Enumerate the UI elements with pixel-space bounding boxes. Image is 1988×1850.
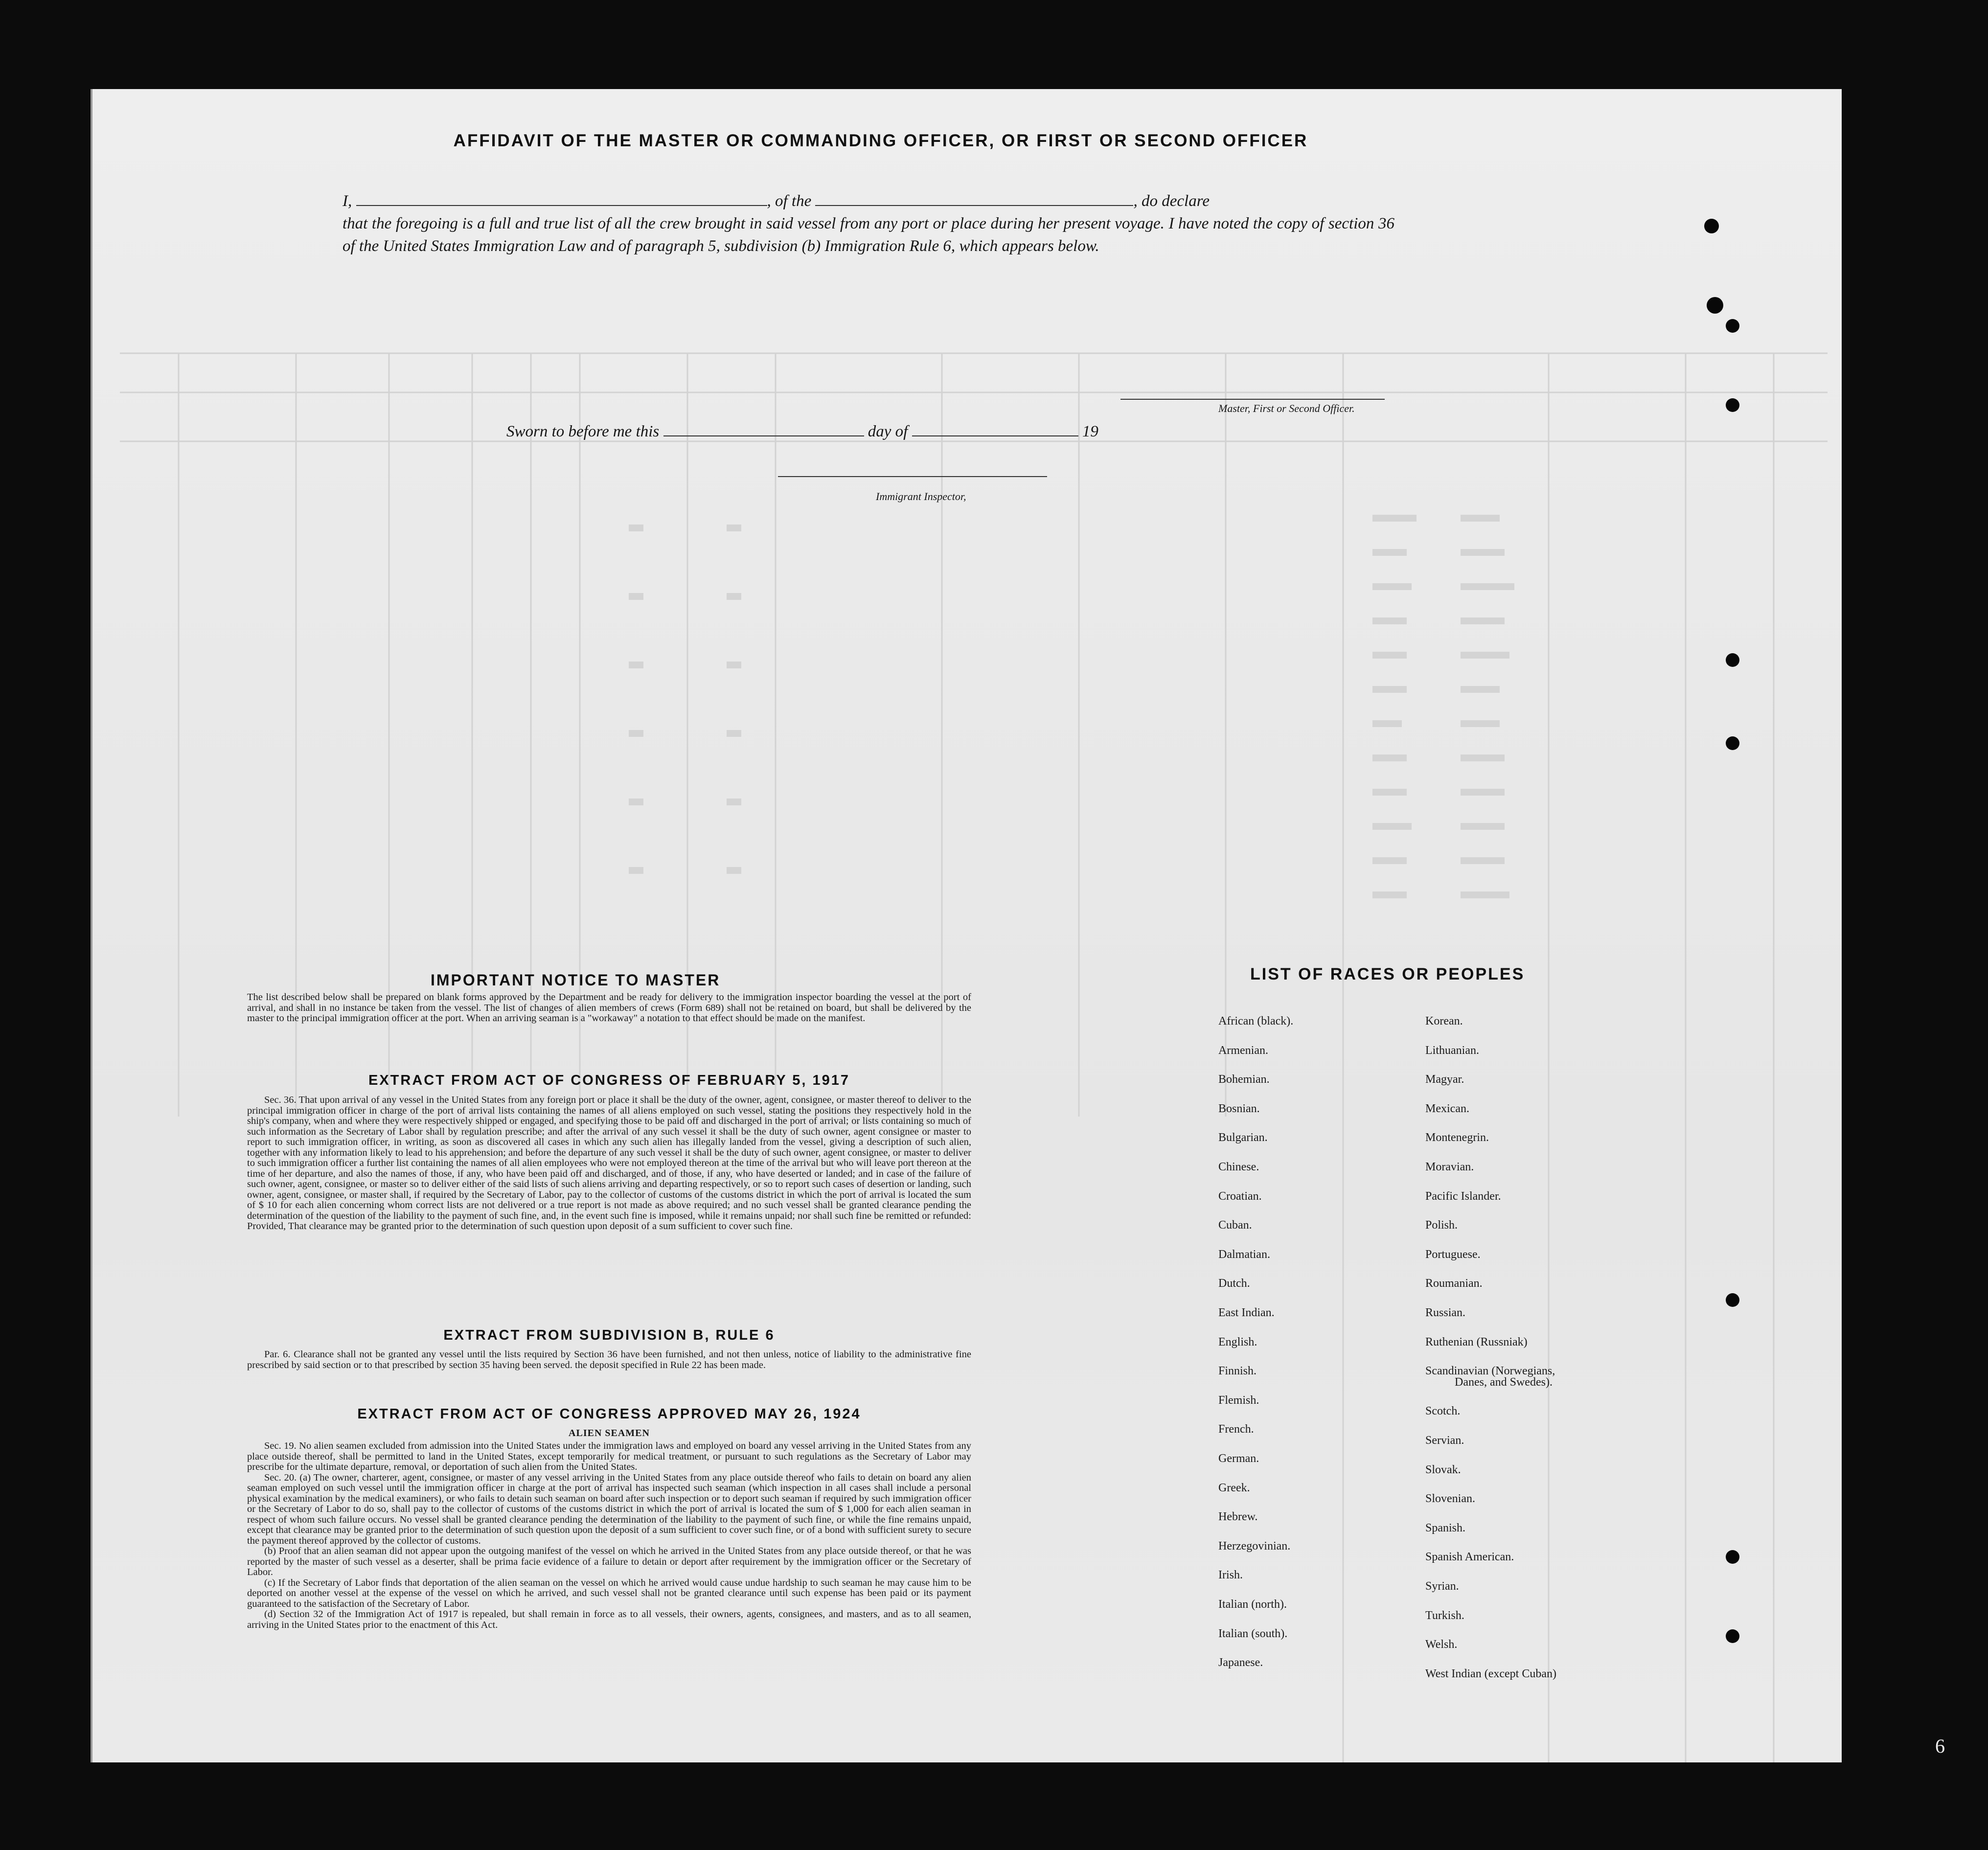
race-item: Spanish American. [1425,1551,1514,1564]
extract-1924-paragraph: (b) Proof that an alien seaman did not appear upon the outgoing manifest of the vessel on which he arrived in the United States from any place outside thereof, or that he was reported by the master of such vessel as a deserter, shall be prima facie evidence of a failure to detain or deport after requirement by the immigration officer or the Secretary of Labor. [247,1546,971,1577]
master-signature-line[interactable] [1120,399,1385,400]
race-item: Russian. [1425,1306,1466,1319]
race-item: Moravian. [1425,1161,1474,1173]
notice-text: The list described below shall be prepared on blank forms approved by the Department and be ready for delivery to the immigration inspector boarding the vessel at the port of arrival, and shall in no instance be taken from the vessel. The list of changes of alien members of crews (Form 689) shall not be retained on board, but shall be delivered by the master to the principal immigration officer at the port. When an arriving seaman is a "workaway" a notation to that effect should be made on the manifest. [247,992,971,1024]
affidavit-title: AFFIDAVIT OF THE MASTER OR COMMANDING OFFICER, OR FIRST OR SECOND OFFICER [453,131,1308,150]
race-item: Dutch. [1218,1277,1250,1290]
extract-1924-subtitle: ALIEN SEAMEN [569,1428,650,1439]
race-item: African (black). [1218,1015,1294,1028]
extract-1924-text [247,1441,971,1630]
day-of-label: day of [868,423,908,440]
notice-title: IMPORTANT NOTICE TO MASTER [431,971,721,989]
race-item: East Indian. [1218,1306,1275,1319]
race-item: Armenian. [1218,1044,1268,1057]
inspector-signature-line[interactable] [778,476,1047,477]
race-item: Dalmatian. [1218,1248,1270,1261]
punch-hole [1726,653,1739,667]
race-item: Bohemian. [1218,1073,1270,1086]
extract-1924-paragraph: (d) Section 32 of the Immigration Act of 1917 is repealed, but shall remain in force as to all vessels, their owners, agents, consignees, and masters, and as to all seamen, arriving in the United States prior to the enactment of this Act. [247,1609,971,1630]
race-item: French. [1218,1423,1254,1436]
race-item: Bulgarian. [1218,1131,1268,1144]
affidavit-i-label: I, [343,192,352,210]
punch-hole [1726,1629,1739,1643]
race-item: Hebrew. [1218,1510,1258,1524]
extract-1924-title: EXTRACT FROM ACT OF CONGRESS APPROVED MAY 26, 1924 [357,1406,861,1422]
race-item: Mexican. [1425,1102,1469,1115]
race-item: English. [1218,1335,1257,1348]
sworn-line [506,422,1098,441]
race-item: Finnish. [1218,1365,1257,1378]
sworn-day-field[interactable] [663,422,864,436]
master-signature-label: Master, First or Second Officer. [1218,402,1355,414]
races-title: LIST OF RACES OR PEOPLES [1250,965,1525,983]
race-item: Servian. [1425,1434,1464,1447]
race-item: Herzegovinian. [1218,1539,1291,1553]
vessel-field[interactable] [815,191,1133,206]
affidavit-body: that the foregoing is a full and true list of all the crew brought in said vessel from any port or place during her present voyage. I have noted the copy of section 36 of the United States Immigration Law and of paragraph 5, subdivision (b) Immigration Rule 6, which appears below. [343,215,1394,255]
race-item: Scotch. [1425,1405,1461,1418]
race-item: Slovenian. [1425,1492,1475,1506]
punch-hole [1726,398,1739,412]
extract-1924-paragraph: (c) If the Secretary of Labor finds that deportation of the alien seaman on the vessel on which he arrived would cause undue hardship to such seaman he may cause him to be deported on another vessel at the expense of the vessel on which he arrived, and such vessel shall not be granted clearance until such expense has been paid or its payment guaranteed to the satisfaction of the Secretary of Labor. [247,1577,971,1609]
extract-1917-title: EXTRACT FROM ACT OF CONGRESS OF FEBRUARY 5, 1917 [368,1073,850,1088]
race-item: Bosnian. [1218,1102,1260,1115]
race-item: Croatian. [1218,1189,1262,1203]
race-item: Italian (north). [1218,1598,1287,1611]
punch-hole [1707,297,1723,314]
race-item: Welsh. [1425,1638,1458,1651]
inspector-signature-label: Immigrant Inspector, [876,490,966,502]
race-item: Japanese. [1218,1656,1263,1669]
race-item: Chinese. [1218,1161,1259,1173]
punch-hole [1726,1293,1739,1307]
race-item: Spanish. [1425,1521,1466,1534]
punch-hole [1726,319,1739,333]
race-item: West Indian (except Cuban) [1425,1667,1556,1680]
extract-1917-text: Sec. 36. That upon arrival of any vessel in the United States from any foreign port or place it shall be the duty of the owner, agent, consignee, or master thereof to deliver to the principal immigration officer in charge of the port of arrival lists containing the names of all aliens employed on such vessel, stating the positions they respectively hold in the ship's company, when and where they were respectively shipped or engaged, and specifying those to be paid off and discharged in the port of arrival; or lists containing so much of such information as the Secretary of Labor shall by regulation prescribe; and after the arrival of any such vessel it shall be the duty of such owner, agent consignee or master to report to such immigration officer, in writing, as soon as discovered all cases in which any such alien has illegally landed from the vessel, giving a description of such alien, together with any information likely to lead to his apprehension; and before the departure of any such vessel it shall be the duty of such owner, agent consignee, or master to deliver to such immigration officer a further list containing the names of all alien employees who were not employed thereon at the time of the arrival but who will leave port thereon at the time of her departure, and also the names of those, if any, who have been paid off and discharged, and of those, if any, who have deserted or landed; and in case of the failure of such owner, agent, consignee, or master so to deliver either of the said lists of such aliens arriving and departing respectively, or so to report such cases of desertion or landing, such owner, agent, consignee, or master shall, if required by the Secretary of Labor, pay to the collector of customs of the customs district in which the port of arrival is located the sum of $ 10 for each alien concerning whom correct lists are not delivered or a true report is not made as above required; and no such vessel shall be granted clearance pending the determination of the question of the liability to the payment of such fine, and, in the event such fine is imposed, while it remains unpaid; nor shall such fine be remitted or refunded: Provided, That clearance may be granted prior to the determination of such question upon deposit of a sum sufficient to cover such fine. [247,1095,971,1232]
affidavit-do-declare: , do declare [1133,192,1210,210]
punch-hole [1726,736,1739,750]
race-item: Korean. [1425,1015,1463,1028]
race-item: Scandinavian (Norwegians, [1425,1365,1555,1378]
race-item: Lithuanian. [1425,1044,1479,1057]
sworn-label: Sworn to before me this [506,423,660,440]
race-item: Greek. [1218,1481,1250,1494]
year-label: 19 [1082,423,1098,440]
extract-1924-paragraph: Sec. 19. No alien seamen excluded from admission into the United States under the immigration laws and employed on board any vessel arriving in the United States from any place outside thereof, shall be permitted to land in the United States, except temporarily for medical treatment, or pursuant to such regulations as the Secretary of Labor may prescribe for the ultimate departure, removal, or deportation of such alien from the United States. [247,1440,971,1472]
race-item: Polish. [1425,1219,1458,1232]
race-item: Ruthenian (Russniak) [1425,1335,1528,1348]
race-item: Pacific Islander. [1425,1189,1501,1203]
race-item: Cuban. [1218,1219,1252,1232]
race-item: Syrian. [1425,1580,1459,1593]
race-item: Portuguese. [1425,1248,1481,1261]
race-item: Irish. [1218,1569,1243,1582]
race-item: Montenegrin. [1425,1131,1489,1144]
extract-rule6-text: Par. 6. Clearance shall not be granted any vessel until the lists required by Section 36 have been furnished, and not then unless, notice of liability to the administrative fine prescribed by said section or to that prescribed by section 35 having been served. the deposit specified in Rule 22 has been made. [247,1349,971,1370]
extract-rule6-title: EXTRACT FROM SUBDIVISION B, RULE 6 [443,1327,775,1343]
extract-1924-paragraph: Sec. 20. (a) The owner, charterer, agent, consignee, or master of any vessel arriving in the United States from any place outside thereof who fails to detain on board any alien seaman employed on such vessel until the immigration officer in charge at the port of arrival has inspected such seaman (which inspection in all cases shall include a personal physical examination by the medical examiners), or who fails to detain such seaman on board after such inspection or to deport such seaman if required by such immigration officer or the Secretary of Labor to do so, shall pay to the collector of customs of the customs district in which the port of arrival is located the sum of $ 1,000 for each alien seaman in respect of whom such failure occurs. No vessel shall be granted clearance pending the determination of the liability to the payment of such fine, or while the fine remains unpaid, except that clearance may be granted prior to the determination of such question upon the deposit of a sum sufficient to cover such fine, or of a bond with sufficient surety to secure the payment thereof approved by the collector of customs. [247,1472,971,1546]
race-item: Italian (south). [1218,1627,1288,1640]
name-field[interactable] [356,191,767,206]
race-item: Turkish. [1425,1609,1464,1622]
race-item: Slovak. [1425,1463,1461,1476]
page-number: 6 [1935,1735,1945,1757]
race-item: Danes, and Swedes). [1455,1375,1553,1389]
race-item: Magyar. [1425,1073,1464,1086]
punch-hole [1704,219,1719,233]
race-item: Roumanian. [1425,1277,1483,1290]
affidavit-of-the: , of the [767,192,812,210]
punch-hole [1726,1550,1739,1564]
affidavit-declaration [343,190,1394,257]
sworn-month-field[interactable] [912,422,1078,436]
race-item: German. [1218,1452,1259,1465]
race-item: Flemish. [1218,1393,1259,1407]
